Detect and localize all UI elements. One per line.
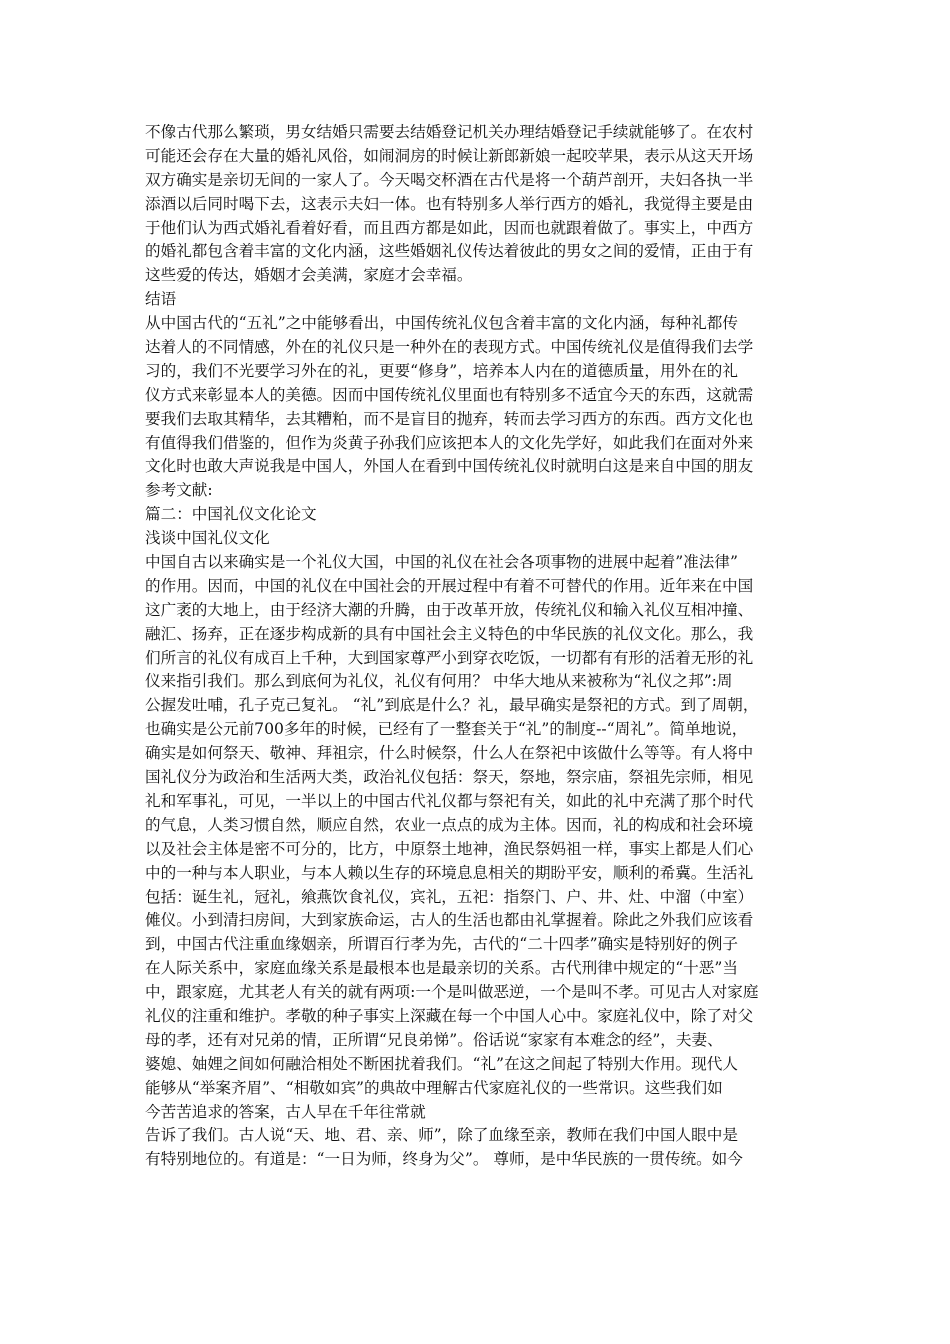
text-line: 们所言的礼仪有成百上千种，大到国家尊严小到穿衣吃饭，一切都有有形的活着无形的礼	[145, 648, 754, 667]
text-line: 融汇、扬弃，正在逐步构成新的具有中国社会主义特色的中华民族的礼仪文化。那么，我	[145, 624, 754, 643]
text-line: 包括：诞生礼，冠礼，飨燕饮食礼仪，宾礼，五祀：指祭门、户、井、灶、中溜（中室）	[145, 887, 754, 906]
text-line: 礼仪的注重和维护。孝敬的种子事实上深藏在每一个中国人心中。家庭礼仪中，除了对父	[145, 1006, 754, 1025]
text-line: 仪方式来彰显本人的美德。因而中国传统礼仪里面也有特别多不适宜今天的东西，这就需	[145, 385, 754, 404]
text-line: 礼和军事礼，可见，一半以上的中国古代礼仪都与祭祀有关，如此的礼中充满了那个时代	[145, 791, 754, 810]
text-line: 双方确实是亲切无间的一家人了。今天喝交杯酒在古代是将一个葫芦剖开，夫妇各执一半	[145, 170, 754, 189]
text-line: 的气息，人类习惯自然，顺应自然，农业一点点的成为主体。因而，礼的构成和社会环境	[145, 815, 754, 834]
text-line: 以及社会主体是密不可分的，比方，中原祭土地神，渔民祭妈祖一样，事实上都是人们心	[145, 839, 754, 858]
text-line: 文化时也敢大声说我是中国人，外国人在看到中国传统礼仪时就明白这是来自中国的朋友	[145, 457, 754, 476]
text-line: 习的，我们不光要学习外在的礼，更要“修身”，培养本人内在的道德质量，用外在的礼	[145, 361, 738, 380]
text-line: 到，中国古代注重血缘姻亲，所谓百行孝为先，古代的“二十四孝”确实是特别好的例子	[145, 935, 738, 954]
text-line: 这广袤的大地上，由于经济大潮的升腾，由于改革开放，传统礼仪和输入礼仪互相冲撞、	[145, 600, 754, 619]
text-line: 从中国古代的“五礼”之中能够看出，中国传统礼仪包含着丰富的文化内涵，每种礼都传	[145, 314, 738, 333]
text-line: 这些爱的传达，婚姻才会美满，家庭才会幸福。	[145, 266, 473, 285]
text-line: 能够从“举案齐眉”、“相敬如宾”的典故中理解古代家庭礼仪的一些常识。这些我们如	[145, 1078, 723, 1097]
text-line: 有值得我们借鉴的，但作为炎黄子孙我们应该把本人的文化先学好，如此我们在面对外来	[145, 433, 754, 452]
text-line: 中，跟家庭，尤其老人有关的就有两项:一个是叫做恶逆，一个是叫不孝。可见古人对家庭	[145, 983, 759, 1002]
text-line: 国礼仪分为政治和生活两大类，政治礼仪包括：祭天，祭地，祭宗庙，祭祖先宗师，相见	[145, 768, 754, 787]
text-line: 中的一种与本人职业，与本人赖以生存的环境息息相关的期盼平安，顺利的希冀。生活礼	[145, 863, 754, 882]
text-line: 可能还会存在大量的婚礼风俗，如闹洞房的时候让新郎新娘一起咬苹果，表示从这天开场	[145, 146, 754, 165]
text-line: 的婚礼都包含着丰富的文化内涵，这些婚姻礼仪传达着彼此的男女之间的爱情，正由于有	[145, 242, 754, 261]
text-line: 仪来指引我们。那么到底何为礼仪，礼仪有何用？ 中华大地从来被称为“礼仪之邦”:周	[145, 672, 733, 691]
text-line: 达着人的不同情感，外在的礼仪只是一种外在的表现方式。中国传统礼仪是值得我们去学	[145, 338, 754, 357]
text-line: 参考文献:	[145, 481, 213, 500]
text-line: 篇二：中国礼仪文化论文	[145, 505, 317, 524]
text-line: 也确实是公元前700多年的时候，已经有了一整套关于“礼”的制度--“周礼”。简单地说，	[145, 720, 748, 739]
text-line: 要我们去取其精华，去其糟粕，而不是盲目的抛弃，转而去学习西方的东西。西方文化也	[145, 409, 754, 428]
text-line: 有特别地位的。有道是：“一日为师，终身为父”。 尊师，是中华民族的一贯传统。如今	[145, 1150, 743, 1169]
text-line: 告诉了我们。古人说“天、地、君、亲、师”，除了血缘至亲，教师在我们中国人眼中是	[145, 1126, 738, 1145]
text-line: 的作用。因而，中国的礼仪在中国社会的开展过程中有着不可替代的作用。近年来在中国	[145, 576, 754, 595]
text-line: 母的孝，还有对兄弟的情，正所谓“兄良弟悌”。俗话说“家家有本难念的经”，夫妻、	[145, 1030, 723, 1049]
text-line: 结语	[145, 290, 177, 309]
text-line: 婆媳、妯娌之间如何融洽相处不断困扰着我们。“礼”在这之间起了特别大作用。现代人	[145, 1054, 738, 1073]
text-line: 在人际关系中，家庭血缘关系是最根本也是最亲切的关系。古代刑律中规定的“十恶”当	[145, 959, 738, 978]
text-line: 于他们认为西式婚礼看着好看，而且西方都是如此，因而也就跟着做了。事实上，中西方	[145, 218, 754, 237]
text-line: 公握发吐哺，孔子克己复礼。 “礼”到底是什么？礼，最早确实是祭祀的方式。到了周朝，	[145, 696, 759, 715]
text-line: 浅谈中国礼仪文化	[145, 529, 270, 548]
text-line: 添酒以后同时喝下去，这表示夫妇一体。也有特别多人举行西方的婚礼，我觉得主要是由	[145, 194, 754, 213]
document-body	[145, 121, 810, 1172]
text-line: 今苦苦追求的答案，古人早在千年往常就	[145, 1102, 426, 1121]
text-line: 中国自古以来确实是一个礼仪大国，中国的礼仪在社会各项事物的进展中起着”准法律”	[145, 553, 738, 572]
text-line: 确实是如何祭天、敬神、拜祖宗，什么时候祭，什么人在祭祀中该做什么等等。有人将中	[145, 744, 754, 763]
text-line: 不像古代那么繁琐，男女结婚只需要去结婚登记机关办理结婚登记手续就能够了。在农村	[145, 123, 754, 141]
text-line: 傩仪。小到清扫房间，大到家族命运，古人的生活也都由礼掌握着。除此之外我们应该看	[145, 911, 754, 930]
